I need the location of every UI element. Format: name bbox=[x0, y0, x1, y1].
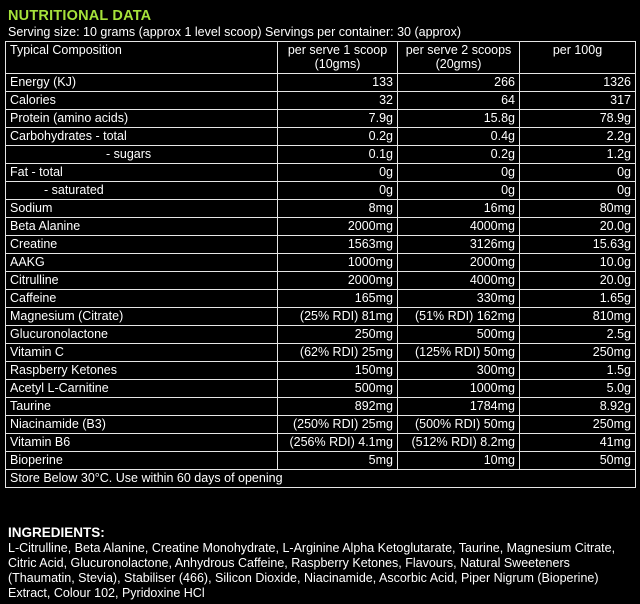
table-row bbox=[6, 254, 636, 272]
storage-note: Store Below 30°C. Use within 60 days of opening bbox=[6, 470, 636, 488]
value-1-scoop: 150mg bbox=[278, 362, 398, 380]
nutrient-name: Fat - total bbox=[6, 164, 278, 182]
value-per-100g: 41mg bbox=[520, 434, 636, 452]
nutrient-name: Niacinamide (B3) bbox=[6, 416, 278, 434]
value-1-scoop: (25% RDI) 81mg bbox=[278, 308, 398, 326]
nutrient-name: Magnesium (Citrate) bbox=[6, 308, 278, 326]
value-per-100g: 810mg bbox=[520, 308, 636, 326]
value-2-scoops: 4000mg bbox=[398, 218, 520, 236]
value-per-100g: 20.0g bbox=[520, 272, 636, 290]
nutrient-name: Glucuronolactone bbox=[6, 326, 278, 344]
value-2-scoops: 4000mg bbox=[398, 272, 520, 290]
value-2-scoops: 330mg bbox=[398, 290, 520, 308]
value-per-100g: 2.5g bbox=[520, 326, 636, 344]
value-2-scoops: 0.4g bbox=[398, 128, 520, 146]
column-header-2-scoops bbox=[398, 42, 520, 74]
nutrient-name: Raspberry Ketones bbox=[6, 362, 278, 380]
value-per-100g: 78.9g bbox=[520, 110, 636, 128]
value-per-100g: 1326 bbox=[520, 74, 636, 92]
value-per-100g: 317 bbox=[520, 92, 636, 110]
value-2-scoops: 64 bbox=[398, 92, 520, 110]
table-row bbox=[6, 236, 636, 254]
value-2-scoops: (125% RDI) 50mg bbox=[398, 344, 520, 362]
value-1-scoop: 2000mg bbox=[278, 272, 398, 290]
value-2-scoops: (500% RDI) 50mg bbox=[398, 416, 520, 434]
nutrient-name: Acetyl L-Carnitine bbox=[6, 380, 278, 398]
table-row bbox=[6, 398, 636, 416]
value-2-scoops: 1784mg bbox=[398, 398, 520, 416]
value-2-scoops: 1000mg bbox=[398, 380, 520, 398]
value-per-100g: 8.92g bbox=[520, 398, 636, 416]
value-2-scoops: (512% RDI) 8.2mg bbox=[398, 434, 520, 452]
value-2-scoops: 0g bbox=[398, 182, 520, 200]
value-2-scoops: 300mg bbox=[398, 362, 520, 380]
nutrient-name: Energy (KJ) bbox=[6, 74, 278, 92]
nutrient-name: Creatine bbox=[6, 236, 278, 254]
column-header-composition: Typical Composition bbox=[6, 42, 278, 74]
value-per-100g: 10.0g bbox=[520, 254, 636, 272]
value-2-scoops: 10mg bbox=[398, 452, 520, 470]
table-row bbox=[6, 362, 636, 380]
column-header-per-100g: per 100g bbox=[520, 42, 636, 74]
nutrient-name: Carbohydrates - total bbox=[6, 128, 278, 146]
value-1-scoop: 5mg bbox=[278, 452, 398, 470]
value-1-scoop: 0g bbox=[278, 164, 398, 182]
value-1-scoop: (256% RDI) 4.1mg bbox=[278, 434, 398, 452]
table-row bbox=[6, 434, 636, 452]
nutrient-name: Protein (amino acids) bbox=[6, 110, 278, 128]
value-1-scoop: 0g bbox=[278, 182, 398, 200]
table-row bbox=[6, 218, 636, 236]
value-per-100g: 2.2g bbox=[520, 128, 636, 146]
nutrient-name: Beta Alanine bbox=[6, 218, 278, 236]
value-2-scoops: 0g bbox=[398, 164, 520, 182]
table-row bbox=[6, 182, 636, 200]
table-row bbox=[6, 92, 636, 110]
serving-info: Serving size: 10 grams (approx 1 level scoop) Servings per container: 30 (approx) bbox=[8, 25, 461, 39]
value-1-scoop: 7.9g bbox=[278, 110, 398, 128]
value-per-100g: 5.0g bbox=[520, 380, 636, 398]
nutrient-name: Caffeine bbox=[6, 290, 278, 308]
value-2-scoops: 16mg bbox=[398, 200, 520, 218]
value-per-100g: 250mg bbox=[520, 416, 636, 434]
table-row bbox=[6, 164, 636, 182]
value-1-scoop: 500mg bbox=[278, 380, 398, 398]
table-row bbox=[6, 326, 636, 344]
value-per-100g: 20.0g bbox=[520, 218, 636, 236]
value-2-scoops: (51% RDI) 162mg bbox=[398, 308, 520, 326]
panel-title: NUTRITIONAL DATA bbox=[8, 8, 152, 24]
value-1-scoop: 1000mg bbox=[278, 254, 398, 272]
value-1-scoop: (62% RDI) 25mg bbox=[278, 344, 398, 362]
value-2-scoops: 500mg bbox=[398, 326, 520, 344]
ingredients-title: INGREDIENTS: bbox=[8, 525, 105, 540]
value-1-scoop: 892mg bbox=[278, 398, 398, 416]
table-body bbox=[6, 74, 636, 470]
ingredients-text: L-Citrulline, Beta Alanine, Creatine Monohydrate, L-Arginine Alpha Ketoglutarate, Taurine, Magnesium Citrate, Citric Acid, Glucuronolactone, Anhydrous Caffeine, Raspberry Ketones, Flavours, Natural Sweeteners (Thaumatin, Stevia), Stabiliser (466), Silicon Dioxide, Niacinamide, Ascorbic Acid, Piper Nigrum (Bioperine) Extract, Colour 102, Pyridoxine HCl bbox=[8, 541, 616, 600]
value-1-scoop: (250% RDI) 25mg bbox=[278, 416, 398, 434]
value-1-scoop: 2000mg bbox=[278, 218, 398, 236]
table-row bbox=[6, 452, 636, 470]
table-row bbox=[6, 128, 636, 146]
nutrient-name: Sodium bbox=[6, 200, 278, 218]
value-1-scoop: 165mg bbox=[278, 290, 398, 308]
table-header-row bbox=[6, 42, 636, 74]
value-per-100g: 50mg bbox=[520, 452, 636, 470]
column-header-2-scoops-text: per serve 2 scoops (20gms) bbox=[405, 43, 512, 71]
value-1-scoop: 32 bbox=[278, 92, 398, 110]
nutrient-name: Calories bbox=[6, 92, 278, 110]
value-2-scoops: 15.8g bbox=[398, 110, 520, 128]
value-per-100g: 1.2g bbox=[520, 146, 636, 164]
value-1-scoop: 0.2g bbox=[278, 128, 398, 146]
nutrient-name: Citrulline bbox=[6, 272, 278, 290]
table-row bbox=[6, 416, 636, 434]
value-2-scoops: 0.2g bbox=[398, 146, 520, 164]
value-per-100g: 250mg bbox=[520, 344, 636, 362]
value-per-100g: 1.65g bbox=[520, 290, 636, 308]
value-2-scoops: 3126mg bbox=[398, 236, 520, 254]
table-row bbox=[6, 308, 636, 326]
value-1-scoop: 8mg bbox=[278, 200, 398, 218]
value-1-scoop: 1563mg bbox=[278, 236, 398, 254]
nutrient-name: Vitamin C bbox=[6, 344, 278, 362]
value-per-100g: 15.63g bbox=[520, 236, 636, 254]
value-per-100g: 0g bbox=[520, 182, 636, 200]
value-1-scoop: 133 bbox=[278, 74, 398, 92]
table-row bbox=[6, 74, 636, 92]
storage-row bbox=[6, 470, 636, 488]
table-row bbox=[6, 110, 636, 128]
table-row bbox=[6, 272, 636, 290]
table-row bbox=[6, 290, 636, 308]
value-2-scoops: 2000mg bbox=[398, 254, 520, 272]
nutrient-name: Taurine bbox=[6, 398, 278, 416]
nutrient-name: Bioperine bbox=[6, 452, 278, 470]
nutrient-name: - saturated bbox=[6, 182, 278, 200]
value-per-100g: 80mg bbox=[520, 200, 636, 218]
column-header-1-scoop-text: per serve 1 scoop (10gms) bbox=[287, 43, 388, 71]
value-per-100g: 0g bbox=[520, 164, 636, 182]
table-row bbox=[6, 344, 636, 362]
value-1-scoop: 0.1g bbox=[278, 146, 398, 164]
nutrient-name: Vitamin B6 bbox=[6, 434, 278, 452]
nutrition-table bbox=[5, 41, 636, 488]
value-per-100g: 1.5g bbox=[520, 362, 636, 380]
nutrient-name: - sugars bbox=[6, 146, 278, 164]
table-row bbox=[6, 380, 636, 398]
value-2-scoops: 266 bbox=[398, 74, 520, 92]
table-row bbox=[6, 146, 636, 164]
value-1-scoop: 250mg bbox=[278, 326, 398, 344]
column-header-1-scoop bbox=[278, 42, 398, 74]
nutrient-name: AAKG bbox=[6, 254, 278, 272]
table-row bbox=[6, 200, 636, 218]
